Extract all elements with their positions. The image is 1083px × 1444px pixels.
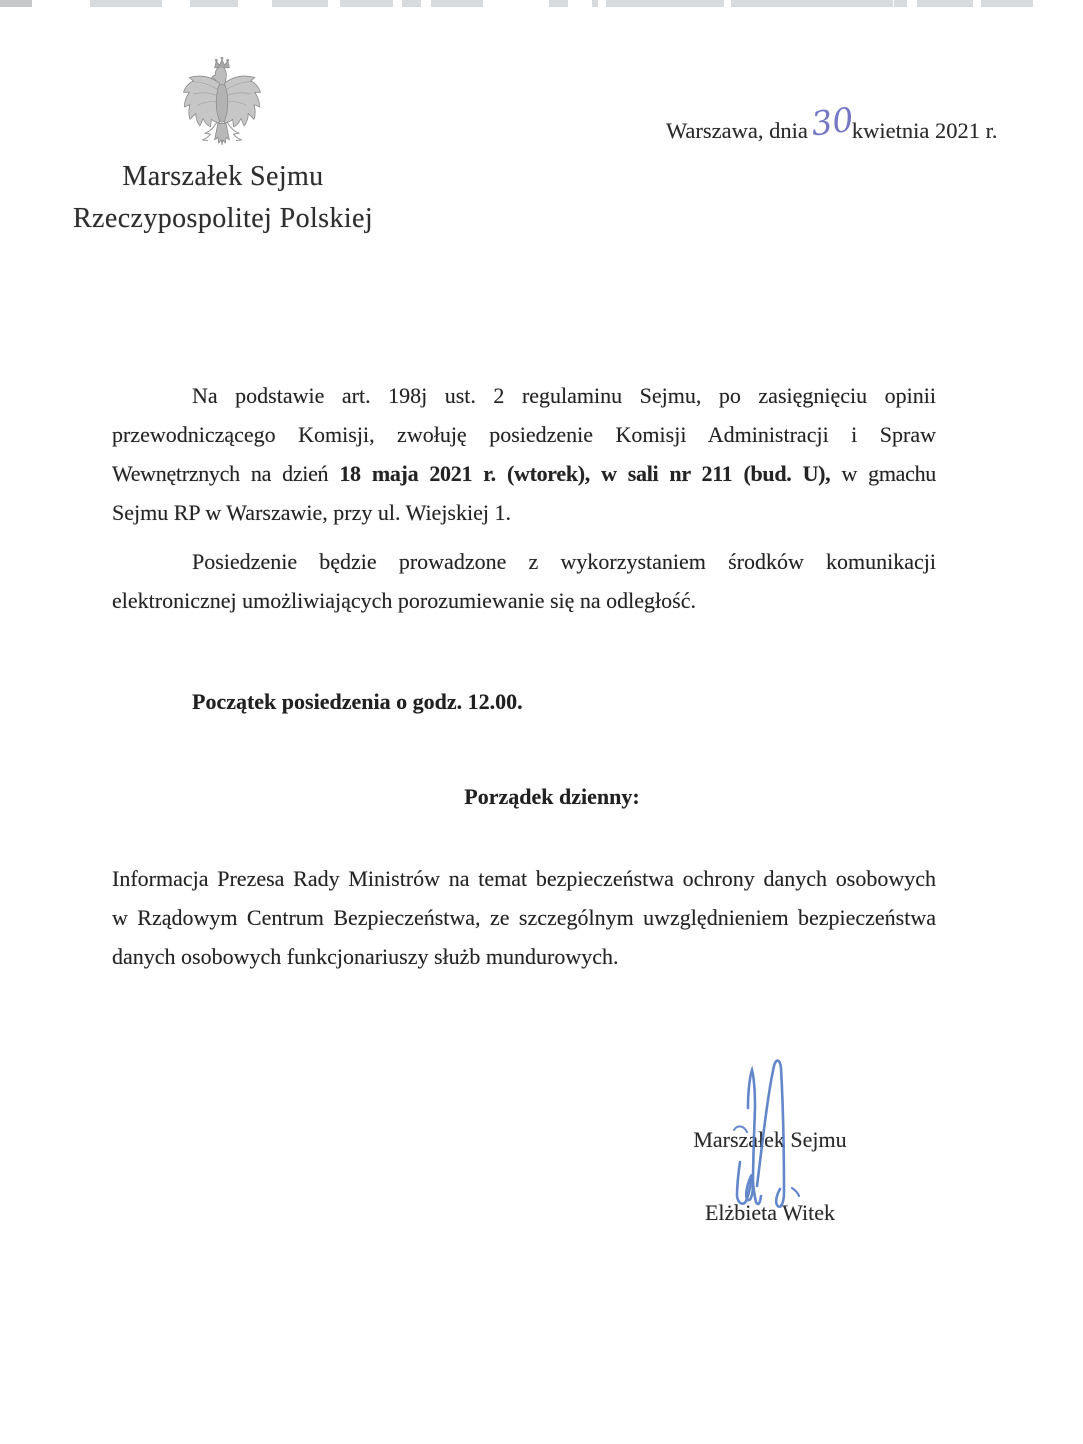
polish-eagle-emblem bbox=[181, 56, 263, 163]
paragraph-line: przewodniczącego Komisji, zwołuję posiedzenie Komisji Administracji i Spraw bbox=[112, 422, 936, 447]
paragraph-line: Na podstawie art. 198j ust. 2 regulaminu Sejmu, po zasięgnięciu opinii bbox=[192, 383, 936, 408]
meeting-date-bold: 18 maja 2021 r. (wtorek), w sali nr 211 (bud. U), bbox=[339, 461, 831, 486]
paragraph-text: Wewnętrznych na dzień bbox=[112, 461, 340, 486]
paragraph-1 bbox=[112, 376, 936, 532]
handwritten-day: 30 bbox=[808, 99, 856, 144]
dateline-prefix: Warszawa, dnia bbox=[666, 118, 808, 143]
paragraph-line: Posiedzenie będzie prowadzone z wykorzystaniem środków komunikacji bbox=[192, 549, 936, 574]
paragraph-2 bbox=[112, 542, 936, 620]
paragraph-line: w Rządowym Centrum Bezpieczeństwa, ze szczególnym uwzględnieniem bezpieczeństwa bbox=[112, 905, 936, 930]
letterhead-title bbox=[30, 156, 416, 240]
letterhead-title-line2: Rzeczypospolitej Polskiej bbox=[72, 203, 374, 234]
paragraph-line bbox=[112, 454, 936, 493]
paragraph-line: Sejmu RP w Warszawie, przy ul. Wiejskiej 1. bbox=[112, 500, 511, 525]
agenda-heading: Porządek dzienny: bbox=[464, 784, 640, 809]
letterhead-title-line1: Marszałek Sejmu bbox=[122, 161, 324, 192]
paragraph-line: danych osobowych funkcjonariuszy służb mundurowych. bbox=[112, 944, 619, 969]
handwritten-signature bbox=[718, 1046, 814, 1242]
paragraph-text: w gmachu bbox=[830, 461, 936, 486]
scan-artifact-strip bbox=[0, 0, 1083, 8]
paragraph-line: Informacja Prezesa Rady Ministrów na temat bezpieczeństwa ochrony danych osobowych bbox=[112, 866, 936, 891]
signature-name: Elżbieta Witek bbox=[704, 1200, 836, 1225]
paragraph-line: elektronicznej umożliwiających porozumiewanie się na odległość. bbox=[112, 588, 696, 613]
signature-role: Marszałek Sejmu bbox=[693, 1127, 847, 1152]
meeting-time-line: Początek posiedzenia o godz. 12.00. bbox=[192, 689, 523, 714]
dateline bbox=[666, 99, 1066, 146]
agenda-paragraph bbox=[112, 859, 936, 976]
dateline-suffix: kwietnia 2021 r. bbox=[851, 118, 998, 143]
